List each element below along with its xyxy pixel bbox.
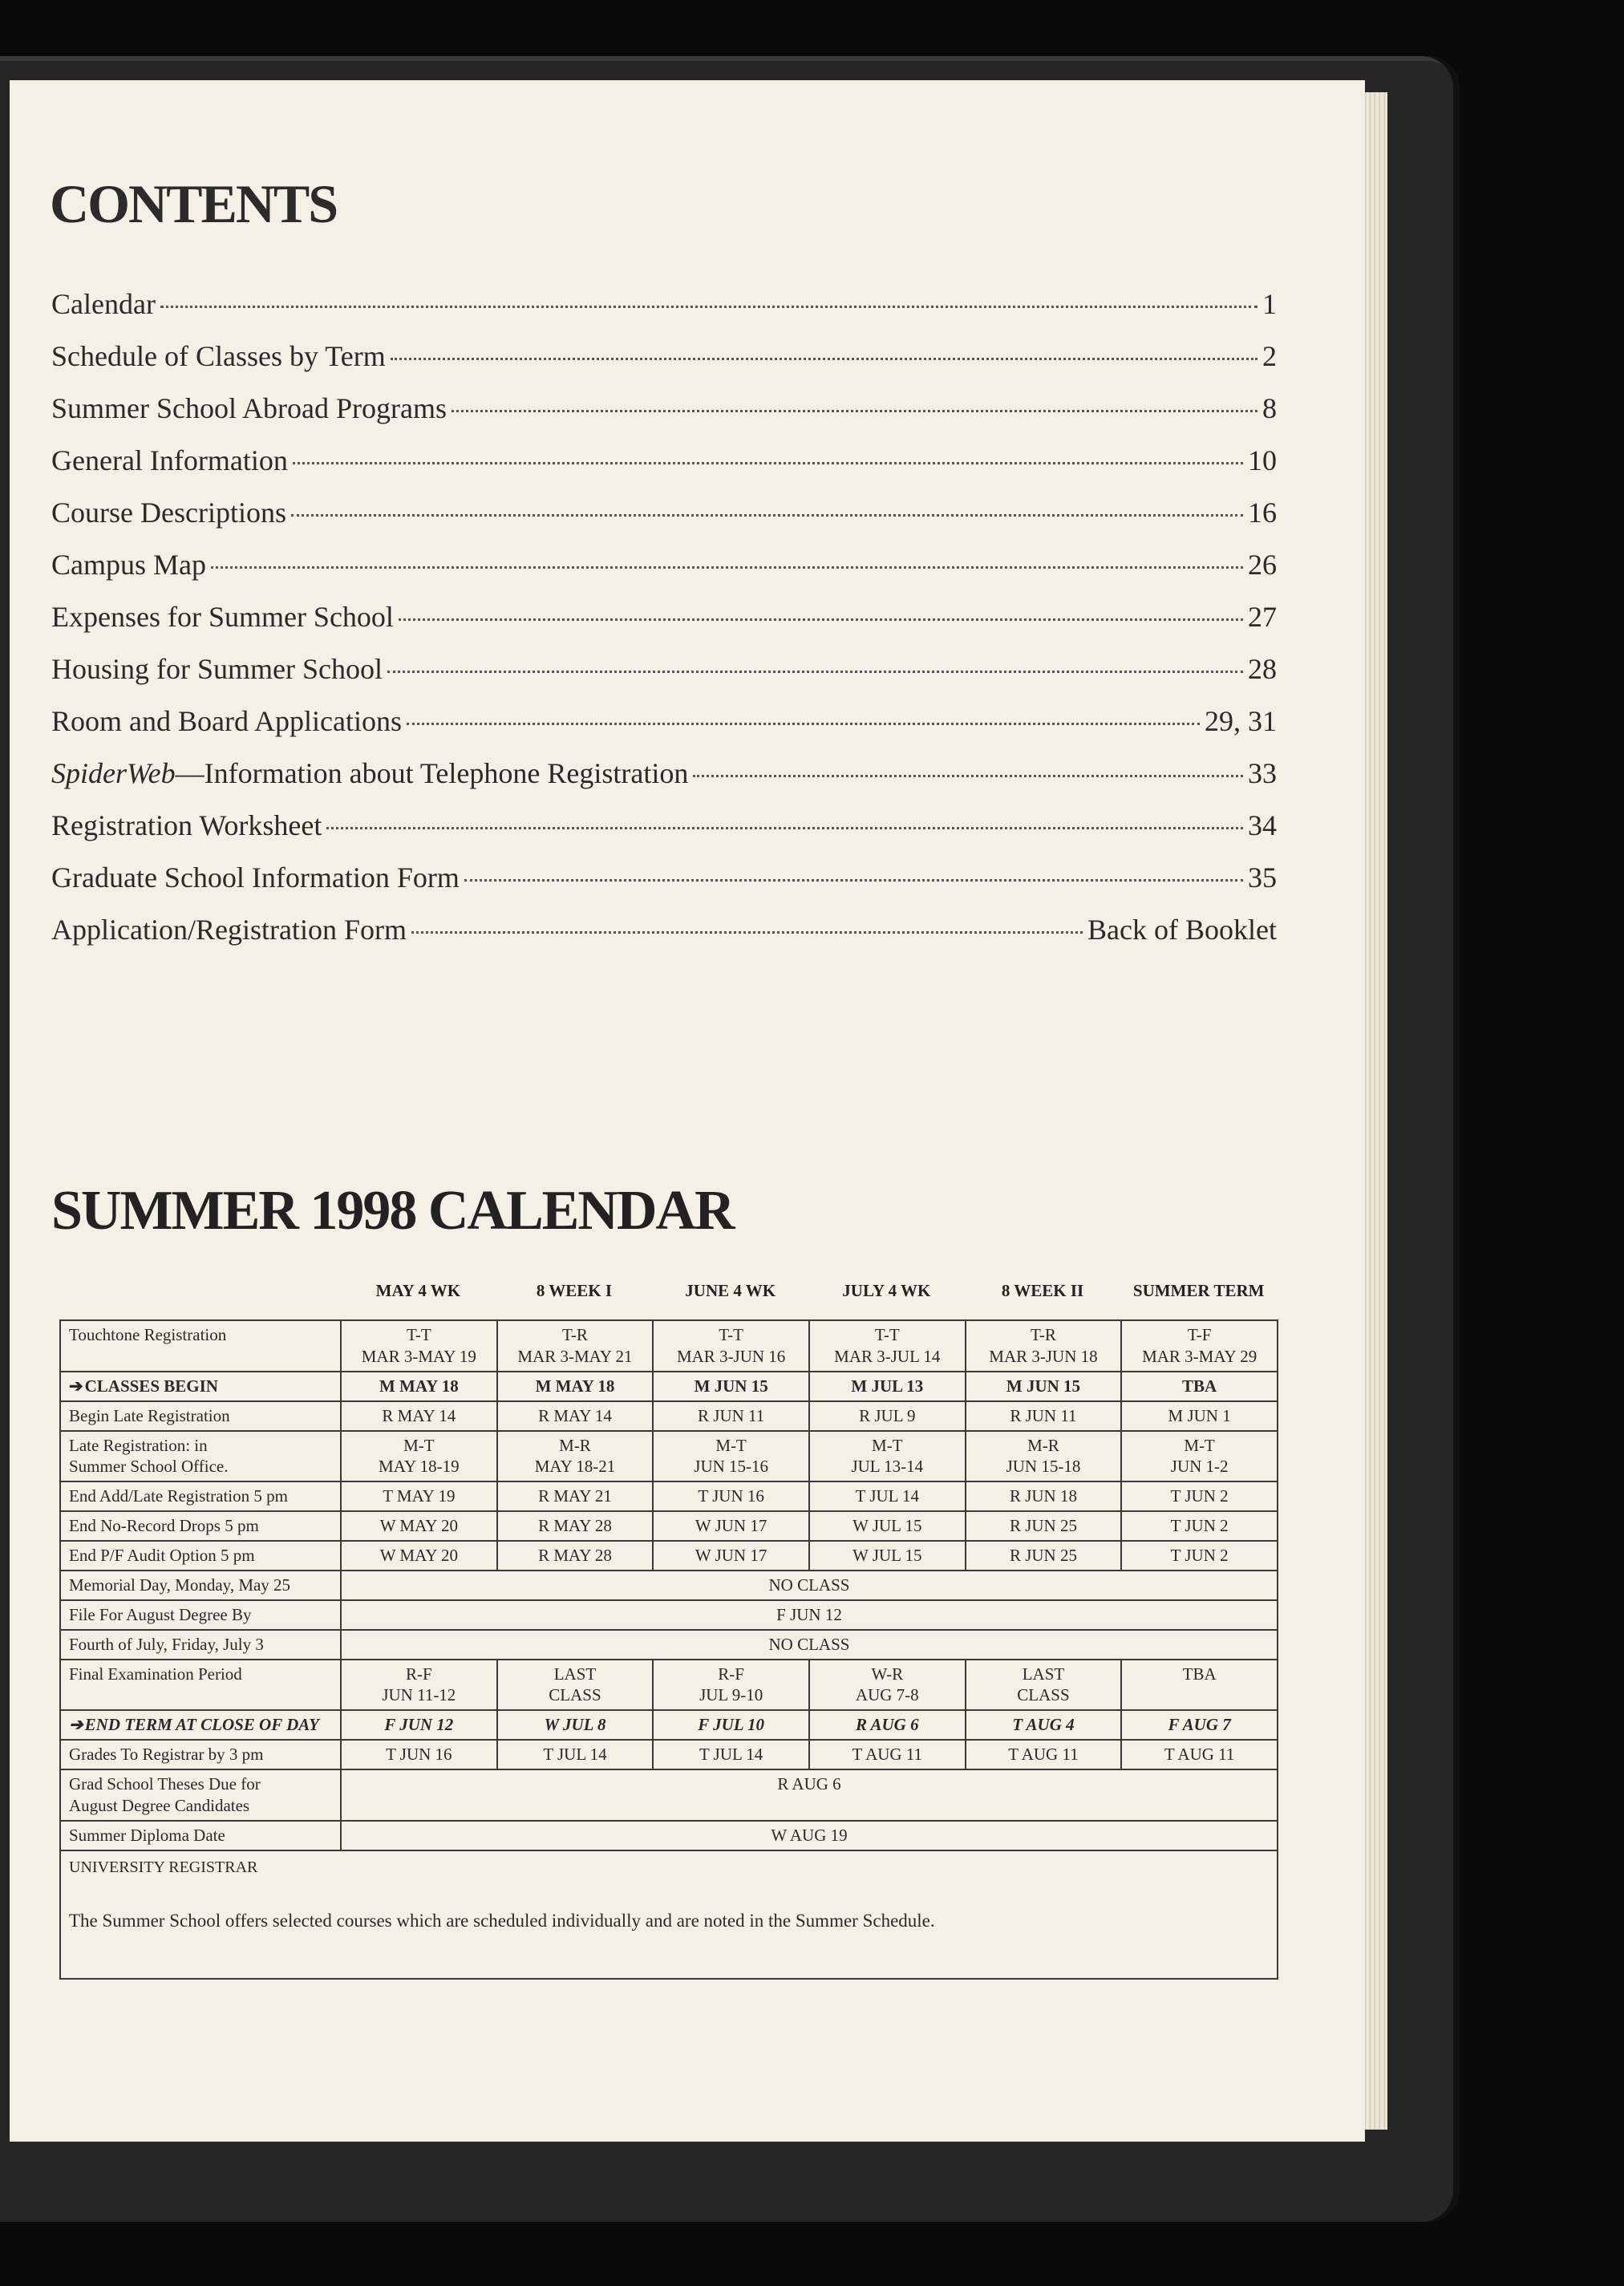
toc-entry-label <box>51 809 322 842</box>
calendar-row-label-text: Begin Late Registration <box>69 1405 230 1425</box>
toc-leader-dots <box>452 410 1257 412</box>
calendar-cell: R JUN 11 <box>966 1401 1122 1431</box>
summer-school-note: The Summer School offers selected courses which are scheduled individually and are noted in the Summer Schedule. <box>69 1910 935 1931</box>
calendar-cell: T MAY 19 <box>341 1481 497 1511</box>
calendar-table <box>59 1319 1278 1980</box>
calendar-cell: W JUL 8 <box>497 1710 654 1740</box>
calendar-column-header: 8 WEEK II <box>1001 1281 1084 1300</box>
calendar-cell: T-T MAR 3-JUN 16 <box>653 1320 809 1372</box>
toc-entry <box>51 861 1277 913</box>
calendar-span-cell: W AUG 19 <box>341 1821 1278 1850</box>
toc-entry-text: Expenses for Summer School <box>51 601 394 633</box>
toc-leader-dots <box>293 462 1243 464</box>
calendar-cell: F AUG 7 <box>1121 1710 1278 1740</box>
calendar-cell: M-R MAY 18-21 <box>497 1431 654 1482</box>
calendar-span-cell: F JUN 12 <box>341 1600 1278 1630</box>
calendar-column-header: JUNE 4 WK <box>685 1281 776 1300</box>
toc-leader-dots <box>160 306 1257 308</box>
calendar-row <box>60 1571 1278 1600</box>
calendar-cell: T-R MAR 3-JUN 18 <box>966 1320 1122 1372</box>
calendar-row <box>60 1431 1278 1482</box>
toc-entry-label <box>51 600 394 634</box>
calendar-cell: W MAY 20 <box>341 1541 497 1571</box>
calendar-row <box>60 1372 1278 1401</box>
calendar-row <box>60 1600 1278 1630</box>
calendar-row-label <box>60 1710 341 1740</box>
toc-entry-label <box>51 391 447 425</box>
calendar-row-label <box>60 1511 341 1541</box>
toc-leader-dots <box>391 358 1257 360</box>
calendar-cell: T AUG 11 <box>809 1740 966 1769</box>
calendar-cell: R MAY 28 <box>497 1511 654 1541</box>
calendar-cell: W JUL 15 <box>809 1541 966 1571</box>
toc-leader-dots <box>326 827 1243 829</box>
calendar-cell: R AUG 6 <box>809 1710 966 1740</box>
calendar-cell: R-F JUN 11-12 <box>341 1660 497 1711</box>
calendar-row <box>60 1660 1278 1711</box>
calendar-footer-row <box>60 1850 1278 1979</box>
calendar-cell: T JUN 2 <box>1121 1511 1278 1541</box>
toc-entry-page: 2 <box>1262 340 1277 372</box>
calendar-cell: T-T MAR 3-MAY 19 <box>341 1320 497 1372</box>
calendar-cell: LAST CLASS <box>966 1660 1122 1711</box>
calendar-row-label <box>60 1571 341 1600</box>
calendar-cell: M-R JUN 15-18 <box>966 1431 1122 1482</box>
calendar-row-label-text: Memorial Day, Monday, May 25 <box>69 1575 291 1595</box>
calendar-cell: T JUL 14 <box>497 1740 654 1769</box>
calendar-row-label <box>60 1600 341 1630</box>
calendar-column-header: 8 WEEK I <box>536 1281 613 1300</box>
calendar-cell: W JUN 17 <box>653 1511 809 1541</box>
toc-entry-page: 1 <box>1262 288 1277 320</box>
calendar-row <box>60 1320 1278 1372</box>
toc-entry <box>51 600 1277 652</box>
toc-entry-text: Calendar <box>51 288 156 320</box>
calendar-row-label-text: Grad School Theses Due for August Degree Candidates <box>69 1774 261 1815</box>
calendar-row-label-text: Touchtone Registration <box>69 1325 227 1344</box>
calendar-row-label <box>60 1320 341 1372</box>
toc-entry-text: Application/Registration Form <box>51 914 407 946</box>
calendar-cell: R JUN 25 <box>966 1541 1122 1571</box>
calendar-row-label <box>60 1481 341 1511</box>
calendar-row-label <box>60 1372 341 1401</box>
calendar-row-label-text: END TERM AT CLOSE OF DAY <box>84 1715 319 1735</box>
calendar-cell: LAST CLASS <box>497 1660 654 1711</box>
toc-entry-page: 26 <box>1248 549 1277 581</box>
toc-entry-text: Housing for Summer School <box>51 653 383 685</box>
calendar-cell: R JUN 11 <box>653 1401 809 1431</box>
calendar-cell: M JUN 1 <box>1121 1401 1278 1431</box>
booklet-page <box>10 80 1365 2142</box>
calendar-cell: T AUG 4 <box>966 1710 1122 1740</box>
calendar-row-label-text: Grades To Registrar by 3 pm <box>69 1745 264 1765</box>
calendar-row-label <box>60 1769 341 1821</box>
arrow-icon: ➔ <box>69 1376 83 1396</box>
calendar-cell: M-T JUN 1-2 <box>1121 1431 1278 1482</box>
toc-entry-text: Course Descriptions <box>51 497 286 529</box>
toc-entry <box>51 756 1277 809</box>
calendar-row-label-text: End Add/Late Registration 5 pm <box>69 1486 288 1506</box>
toc-entry-page: 10 <box>1248 444 1277 476</box>
toc-leader-dots <box>464 879 1243 882</box>
toc-entry-text: Summer School Abroad Programs <box>51 392 447 424</box>
calendar-cell: T JUN 2 <box>1121 1541 1278 1571</box>
toc-entry-label <box>51 913 407 946</box>
calendar-cell: T-R MAR 3-MAY 21 <box>497 1320 654 1372</box>
calendar-cell: R JUN 25 <box>966 1511 1122 1541</box>
calendar-row <box>60 1401 1278 1431</box>
calendar-row <box>60 1710 1278 1740</box>
calendar-title: SUMMER 1998 CALENDAR <box>51 1180 734 1242</box>
calendar-cell: R JUN 18 <box>966 1481 1122 1511</box>
toc-leader-dots <box>387 671 1243 673</box>
calendar-cell: M MAY 18 <box>497 1372 654 1401</box>
calendar-row <box>60 1769 1278 1821</box>
calendar-row-label <box>60 1821 341 1850</box>
calendar-row-label <box>60 1660 341 1711</box>
toc-entry <box>51 339 1277 391</box>
calendar-row-label-text: Final Examination Period <box>69 1664 242 1684</box>
calendar-column-headers <box>340 1281 1277 1301</box>
calendar-cell: T AUG 11 <box>1121 1740 1278 1769</box>
calendar-cell: R MAY 14 <box>497 1401 654 1431</box>
toc-entry-page: 33 <box>1248 757 1277 789</box>
toc-entry-text: —Information about Telephone Registration <box>175 757 689 789</box>
calendar-cell: M-T MAY 18-19 <box>341 1431 497 1482</box>
toc-entry-italic-label: SpiderWeb <box>51 757 176 789</box>
toc-entry-page: 8 <box>1262 392 1277 424</box>
calendar-cell: R MAY 14 <box>341 1401 497 1431</box>
toc-entry <box>51 704 1277 756</box>
toc-entry-page: 27 <box>1248 601 1277 633</box>
toc-entry <box>51 496 1277 548</box>
calendar-span-cell: NO CLASS <box>341 1630 1278 1660</box>
toc-entry-label <box>51 287 156 321</box>
toc-entry <box>51 548 1277 600</box>
table-of-contents <box>51 287 1277 965</box>
toc-leader-dots <box>399 618 1243 621</box>
calendar-span-cell: R AUG 6 <box>341 1769 1278 1821</box>
calendar-row-label-text: Summer Diploma Date <box>69 1825 225 1845</box>
toc-entry-page: 35 <box>1248 861 1277 894</box>
toc-leader-dots <box>291 514 1243 517</box>
calendar-cell: TBA <box>1121 1660 1278 1711</box>
calendar-cell: T AUG 11 <box>966 1740 1122 1769</box>
calendar-cell: T JUN 2 <box>1121 1481 1278 1511</box>
calendar-row-label <box>60 1541 341 1571</box>
calendar-row-label-text: End No-Record Drops 5 pm <box>69 1516 259 1536</box>
toc-entry <box>51 809 1277 861</box>
calendar-row-label-text: Fourth of July, Friday, July 3 <box>69 1634 264 1654</box>
calendar-row-label <box>60 1740 341 1769</box>
calendar-row-label <box>60 1401 341 1431</box>
calendar-cell: R MAY 21 <box>497 1481 654 1511</box>
calendar-cell: F JUL 10 <box>653 1710 809 1740</box>
calendar-cell: M JUN 15 <box>966 1372 1122 1401</box>
contents-title: CONTENTS <box>50 173 338 234</box>
toc-entry-label <box>51 444 288 477</box>
calendar-cell: W JUN 17 <box>653 1541 809 1571</box>
calendar-row <box>60 1511 1278 1541</box>
calendar-span-cell: NO CLASS <box>341 1571 1278 1600</box>
toc-entry-page: 29, 31 <box>1205 705 1277 737</box>
calendar-row-label-text: File For August Degree By <box>69 1604 252 1624</box>
calendar-cell: M JUN 15 <box>653 1372 809 1401</box>
toc-entry-page: Back of Booklet <box>1087 914 1277 946</box>
calendar-cell: R MAY 28 <box>497 1541 654 1571</box>
calendar-cell: T-T MAR 3-JUL 14 <box>809 1320 966 1372</box>
calendar-cell: T JUN 16 <box>341 1740 497 1769</box>
calendar-cell: W JUL 15 <box>809 1511 966 1541</box>
toc-entry-text: Campus Map <box>51 549 206 581</box>
calendar-cell: T JUL 14 <box>653 1740 809 1769</box>
toc-entry-page: 28 <box>1248 653 1277 685</box>
calendar-cell: T-F MAR 3-MAY 29 <box>1121 1320 1278 1372</box>
toc-entry-label <box>51 861 460 894</box>
university-registrar: UNIVERSITY REGISTRAR <box>69 1858 258 1876</box>
calendar-row-label <box>60 1431 341 1482</box>
toc-entry <box>51 287 1277 339</box>
calendar-cell: TBA <box>1121 1372 1278 1401</box>
toc-entry-text: Schedule of Classes by Term <box>51 340 386 372</box>
calendar-footer <box>60 1850 1278 1979</box>
calendar-column-header: SUMMER TERM <box>1132 1281 1265 1300</box>
toc-entry-page: 16 <box>1248 497 1277 529</box>
toc-entry-label <box>51 548 206 582</box>
toc-entry-text: Registration Worksheet <box>51 809 322 841</box>
calendar-cell: F JUN 12 <box>341 1710 497 1740</box>
toc-leader-dots <box>411 931 1083 934</box>
toc-leader-dots <box>407 723 1200 725</box>
calendar-row <box>60 1821 1278 1850</box>
calendar-row <box>60 1481 1278 1511</box>
calendar-cell: R-F JUL 9-10 <box>653 1660 809 1711</box>
toc-entry-text: Room and Board Applications <box>51 705 402 737</box>
toc-entry-label <box>51 339 386 373</box>
calendar-row <box>60 1630 1278 1660</box>
toc-entry-label <box>51 652 383 686</box>
calendar-cell: M MAY 18 <box>341 1372 497 1401</box>
toc-entry <box>51 391 1277 444</box>
calendar-column-header: JULY 4 WK <box>842 1281 931 1300</box>
calendar-cell: R JUL 9 <box>809 1401 966 1431</box>
calendar-cell: T JUN 16 <box>653 1481 809 1511</box>
toc-entry <box>51 444 1277 496</box>
toc-entry-page: 34 <box>1248 809 1277 841</box>
toc-entry-text: General Information <box>51 444 288 476</box>
calendar-row-label <box>60 1630 341 1660</box>
calendar-cell: W-R AUG 7-8 <box>809 1660 966 1711</box>
calendar-row-label-text: Late Registration: in Summer School Office. <box>69 1435 229 1477</box>
calendar-row <box>60 1740 1278 1769</box>
calendar-row-label-text: End P/F Audit Option 5 pm <box>69 1546 255 1565</box>
calendar-row <box>60 1541 1278 1571</box>
arrow-icon: ➔ <box>69 1715 83 1735</box>
calendar-row-label-text: CLASSES BEGIN <box>84 1376 218 1396</box>
calendar-cell: M-T JUL 13-14 <box>809 1431 966 1482</box>
toc-leader-dots <box>693 775 1243 777</box>
toc-leader-dots <box>211 566 1243 569</box>
toc-entry-text: Graduate School Information Form <box>51 861 460 894</box>
calendar-cell: M JUL 13 <box>809 1372 966 1401</box>
toc-entry <box>51 652 1277 704</box>
calendar-cell: W MAY 20 <box>341 1511 497 1541</box>
toc-entry-label <box>51 704 402 738</box>
calendar-column-header: MAY 4 WK <box>375 1281 461 1300</box>
toc-entry <box>51 913 1277 965</box>
calendar-cell: M-T JUN 15-16 <box>653 1431 809 1482</box>
toc-entry-label <box>51 756 688 790</box>
calendar-cell: T JUL 14 <box>809 1481 966 1511</box>
toc-entry-label <box>51 496 286 529</box>
